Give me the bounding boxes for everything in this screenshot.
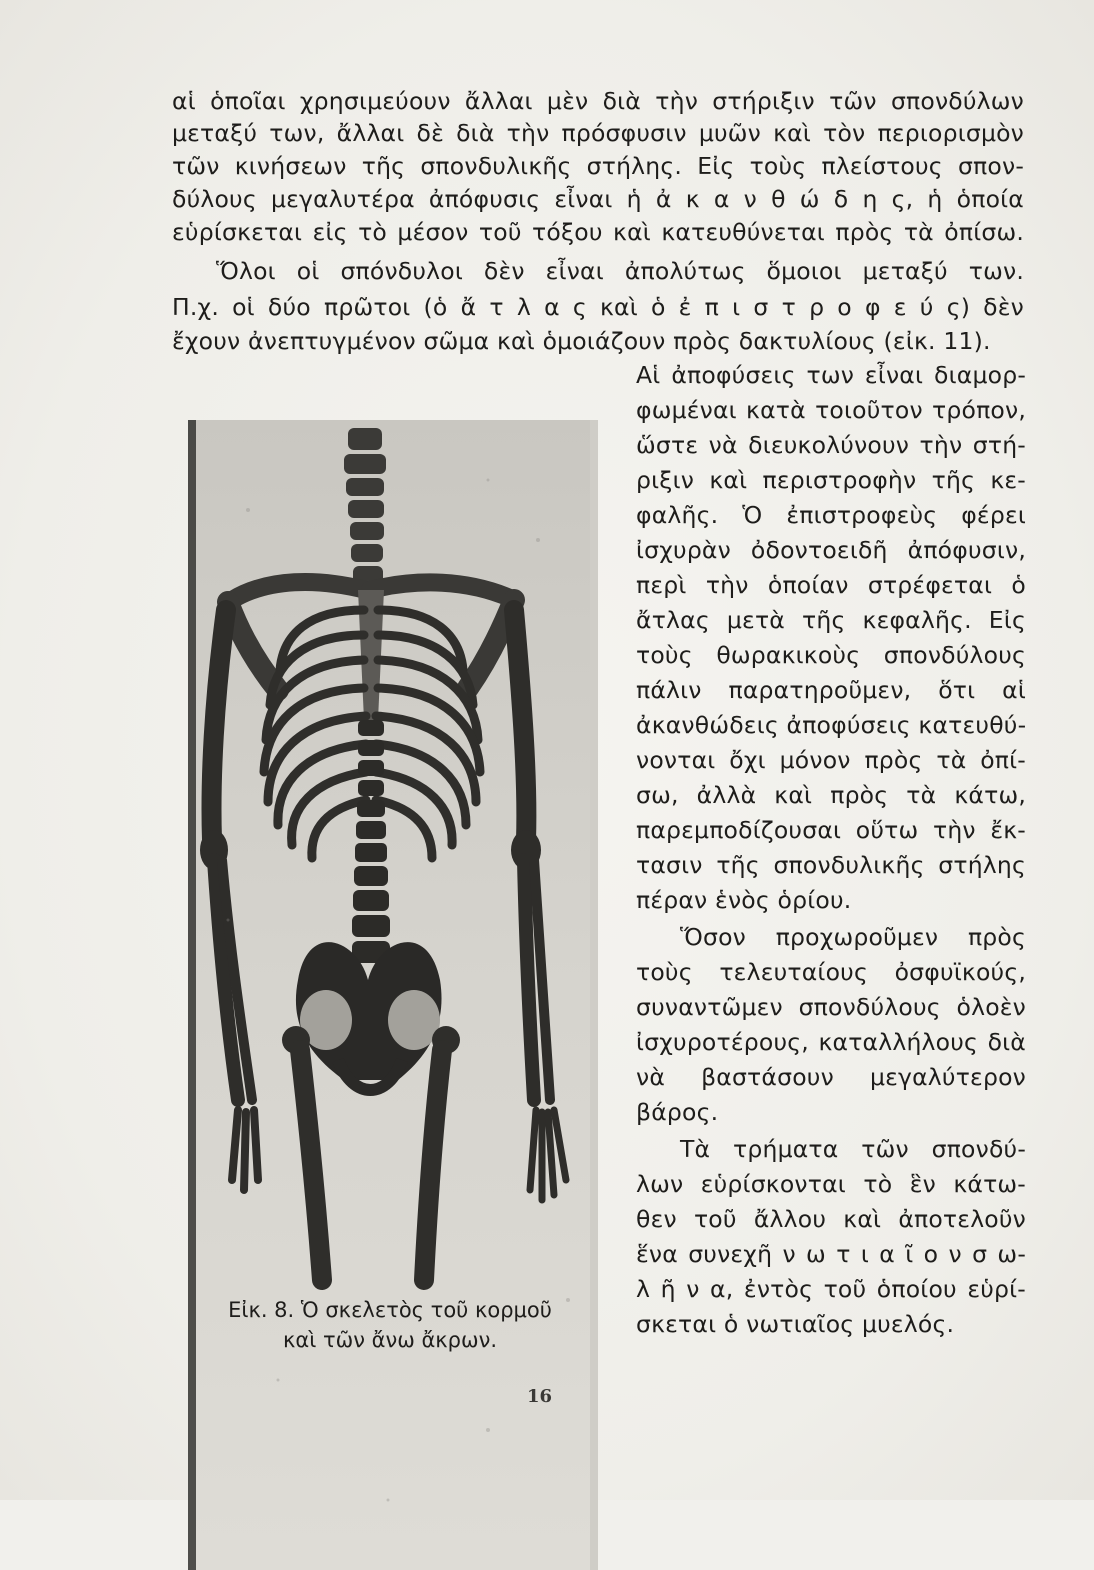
column-line: παρεμποδίζουσαι οὕτω τὴν ἔκ-	[636, 816, 1026, 844]
column-line: Τὰ τρήματα τῶν σπονδύ-	[680, 1135, 1026, 1163]
column-line: τοὺς θωρακικοὺς σπονδύλους	[636, 641, 1026, 669]
column-line: ἰσχυρὰν ὀδοντοειδῆ ἀπόφυσιν,	[636, 536, 1026, 564]
column-line: ριξιν καὶ περιστροφὴν τῆς κε-	[636, 466, 1026, 494]
column-line: θεν τοῦ ἄλλου καὶ ἀποτελοῦν	[636, 1205, 1026, 1233]
column-line: σω, ἀλλὰ καὶ πρὸς τὰ κάτω,	[636, 781, 1026, 809]
text-line: δύλους μεγαλυτέρα ἀπόφυσις εἶναι ἡ ἀ κ α ν θ ώ δ η ς, ἡ ὁποία	[172, 185, 1024, 213]
column-line: περὶ τὴν ὁποίαν στρέφεται ὁ	[636, 571, 1026, 599]
column-line: ἄτλας μετὰ τῆς κεφαλῆς. Εἰς	[636, 606, 1026, 634]
page-number: 16	[527, 1386, 553, 1407]
column-line: πέραν ἑνὸς ὁρίου.	[636, 886, 852, 914]
text-line: Π.χ. οἱ δύο πρῶτοι (ὁ ἄ τ λ α ς καὶ ὁ ἐ π ι σ τ ρ ο φ ε ύ ς) δὲν	[172, 293, 1024, 321]
column-line: σκεται ὁ νωτιαῖος μυελός.	[636, 1310, 955, 1338]
column-line: λ ῆ ν α, ἐντὸς τοῦ ὁποίου εὑρί-	[636, 1275, 1026, 1303]
figure-caption-line: Εἰκ. 8. Ὁ σκελετὸς τοῦ κορμοῦ	[228, 1298, 552, 1322]
column-line: λων εὑρίσκονται τὸ ἓν κάτω-	[636, 1170, 1026, 1198]
column-line: βάρος.	[636, 1098, 719, 1126]
text-line: Ὅλοι οἱ σπόνδυλοι δὲν εἶναι ἀπολύτως ὅμοιοι μεταξύ των.	[216, 257, 1024, 285]
figure-caption-line: καὶ τῶν ἄνω ἄκρων.	[282, 1328, 497, 1352]
column-line: Ὅσον προχωροῦμεν πρὸς	[680, 923, 1026, 951]
text-line: εὑρίσκεται εἰς τὸ μέσον τοῦ τόξου καὶ κατευθύνεται πρὸς τὰ ὀπίσω.	[172, 218, 1024, 246]
text-line: τῶν κινήσεων τῆς σπονδυλικῆς στήλης. Εἰς τοὺς πλείστους σπον-	[172, 152, 1024, 180]
column-line: ὥστε νὰ διευκολύνουν τὴν στή-	[636, 431, 1026, 459]
photo-left-edge	[188, 420, 196, 1570]
column-line: τοὺς τελευταίους ὀσφυϊκούς,	[636, 958, 1026, 986]
column-line: Αἱ ἀποφύσεις των εἶναι διαμορ-	[636, 361, 1026, 389]
text-line: μεταξύ των, ἄλλαι δὲ διὰ τὴν πρόσφυσιν μυῶν καὶ τὸν περιορισμὸν	[172, 119, 1024, 147]
column-line: τασιν τῆς σπονδυλικῆς στήλης	[636, 851, 1026, 879]
column-line: φαλῆς. Ὁ ἐπιστροφεὺς φέρει	[636, 501, 1026, 529]
column-line: ἰσχυροτέρους, καταλλήλους διὰ	[636, 1028, 1026, 1056]
column-line: ἕνα συνεχῆ ν ω τ ι α ῖ ο ν σ ω-	[636, 1240, 1026, 1268]
column-line: νονται ὄχι μόνον πρὸς τὰ ὀπί-	[636, 746, 1026, 774]
column-line: συναντῶμεν σπονδύλους ὁλοὲν	[636, 993, 1026, 1021]
text-line: ἔχουν ἀνεπτυγμένον σῶμα καὶ ὁμοιάζουν πρὸς δακτυλίους (εἰκ. 11).	[172, 327, 991, 355]
column-line: φωμέναι κατὰ τοιοῦτον τρόπον,	[636, 396, 1026, 424]
column-line: νὰ βαστάσουν μεγαλύτερον	[636, 1063, 1026, 1091]
column-line: ἀκανθώδεις ἀποφύσεις κατευθύ-	[636, 711, 1027, 739]
column-line: πάλιν παρατηροῦμεν, ὅτι αἱ	[636, 676, 1026, 704]
text-line: αἱ ὁποῖαι χρησιμεύουν ἄλλαι μὲν διὰ τὴν στήριξιν τῶν σπονδύλων	[172, 87, 1024, 115]
photo-right-edge	[590, 420, 598, 1570]
